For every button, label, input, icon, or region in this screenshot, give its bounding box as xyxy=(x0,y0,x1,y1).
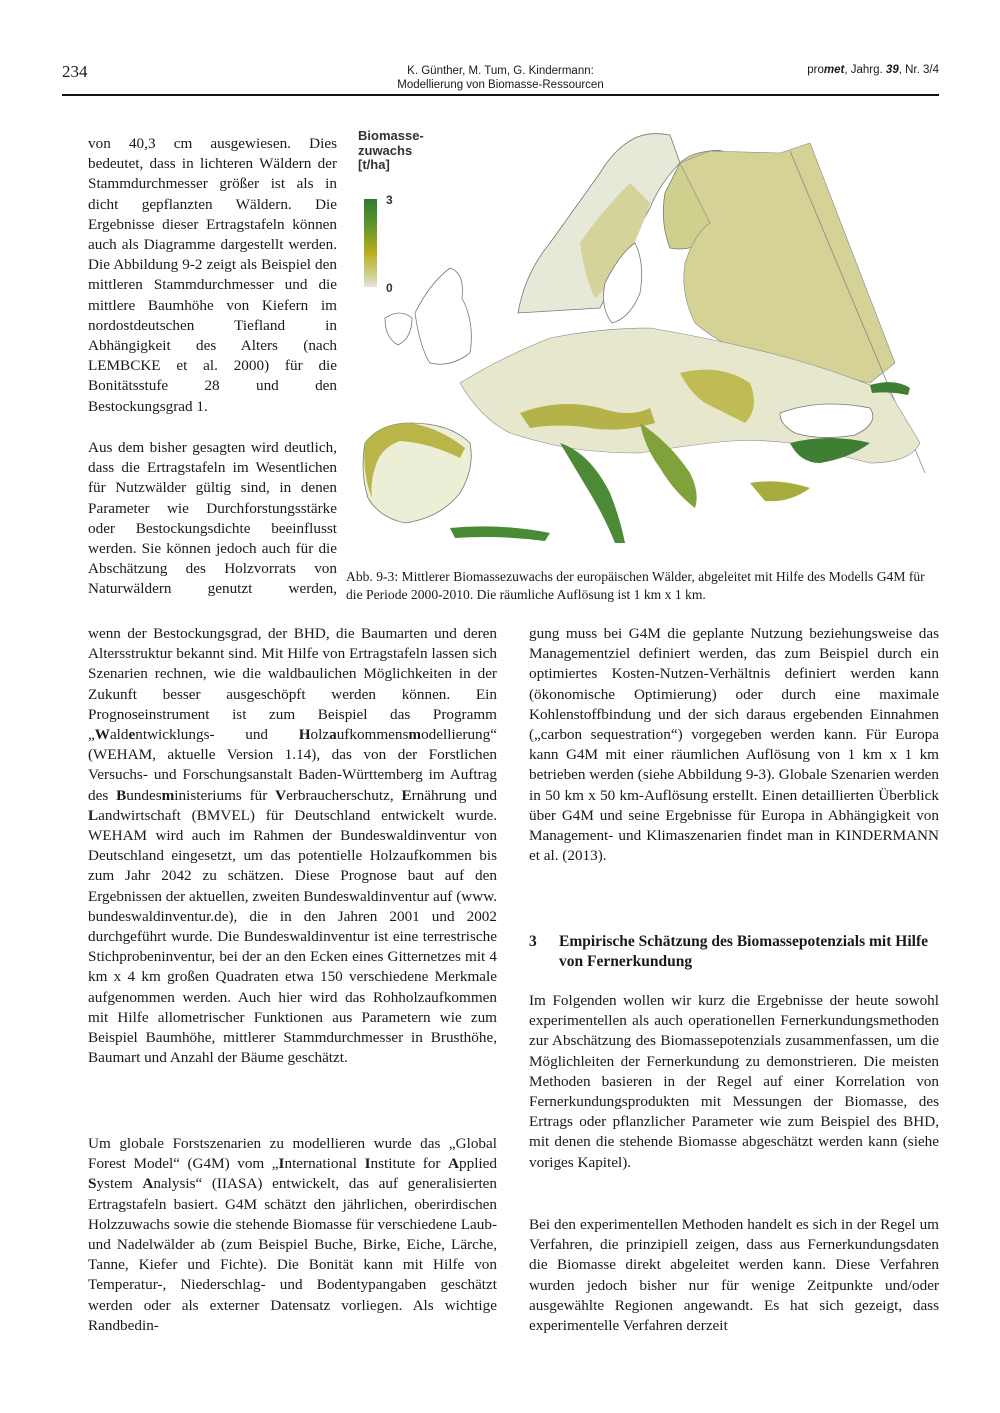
article-title: Modellierung von Biomasse-Ressourcen xyxy=(397,79,604,91)
paragraph-left-2: wenn der Bestockungsgrad, der BHD, die Baumarten und deren Altersstruktur bekannt sind. Mit Hilfe von Ertragstafeln lassen sich Szenarien rechnen, wie die waldbaulichen Möglichkeiten in der Zukunft besser ausgeschöpft werden können. Ein Prognoseinstrument ist zum Beispiel das Programm „Waldentwicklungs- und Holzaufkommensmodellierung“ (WEHAM, aktuelle Version 1.14), das von der Forstlichen Versuchs- und Forschungsanstalt Baden-Württemberg im Auftrag des Bundesministeriums für Verbraucherschutz, Ernährung und Landwirtschaft (BMVEL) für Deutschland entwickelt wurde. WEHAM wird auch im Rahmen der Bundeswaldinventur von Deutschland eingesetzt, um das potentielle Holzaufkommen bis zum Jahr 2042 zu schätzen. Diese Prognose baut auf den Ergebnissen der aktuellen, zweiten Bundeswaldinventur auf (www. bundeswaldinventur.de), die in den Jahren 2001 und 2002 durchgeführt wurde. Die Bundeswaldinventur ist eine terrestrische Stichprobeninventur, bei der an den Ecken eines Gitternetzes mit 4 km x 4 km großen Quadraten etwa 150 verschiedene Merkmale aufgenommen werden. Auch hier wird das Rohholzaufkommen mit Hilfe allometrischer Funktionen aus Parametern wie zum Beispiel Baumhöhe, mittlerer Stammdurchmesser in Brusthöhe, Baumart und Anzahl der Bäume geschätzt. xyxy=(88,625,497,1067)
map-legend xyxy=(358,128,424,295)
legend-max-label: 3 xyxy=(386,193,393,207)
section-title: Empirische Schätzung des Biomassepotenzials mit Hilfe von Fernerkundung xyxy=(559,933,928,970)
paragraph-left-1: von 40,3 cm ausgewiesen. Dies bedeutet, dass in lichteren Wäldern der Stammdurchmesser größer ist als in dicht gepflanzten Wäldern. Die Ergebnisse dieser Ertragstafeln können auch als Diagramme dargestellt werden. Die Abbildung 9-2 zeigt als Beispiel den mittleren Stammdurchmesser und die mittlere Baumhöhe von Kiefern im nordostdeutschen Tiefland in Abhängigkeit des Alters (nach LEMBCKE et al. 2000) für die Bonitätsstufe 28 und den Bestockungsgrad 1. xyxy=(88,135,337,415)
paragraph-right-3: Bei den experimentellen Methoden handelt es sich in der Regel um Verfahren, die prinzipiell zeigen, dass aus Fernerkundungsdaten die Biomasse direkt abgeleitet werden kann. Diese Verfahren wurden jedoch bisher nur für wenige Zeitpunkte und/oder ausgewählte Regionen angewandt. Es hat sich gezeigt, dass experimentelle Verfahren derzeit xyxy=(529,1216,939,1335)
journal-info: promet, Jahrg. 39, Nr. 3/4 xyxy=(807,64,939,76)
page-number: 234 xyxy=(62,62,88,81)
journal-brand: met xyxy=(823,64,845,76)
volume: 39 xyxy=(885,64,899,76)
legend-title-line2: zuwachs xyxy=(358,142,413,158)
legend-title-line3: [t/ha] xyxy=(358,157,390,172)
figure-caption: Abb. 9-3: Mittlerer Biomassezuwachs der europäischen Wälder, abgeleitet mit Hilfe des Modells G4M für die Periode 2000-2010. Die räumliche Auflösung ist 1 km x 1 km. xyxy=(346,569,925,602)
header-divider xyxy=(62,94,939,96)
paragraph-left-2-top: Aus dem bisher gesagten wird deutlich, dass die Ertragstafeln im Wesentlichen für Nutzwälder gültig sind, in denen Parameter wie Durchforstungsstärke oder Bestockungsdichte beeinflusst werden. Sie können jedoch auch für die Abschätzung des Holzvorrats von Naturwäldern genutzt werden, xyxy=(88,439,337,598)
legend-color-bar xyxy=(364,199,377,287)
legend-title-line1: Biomasse- xyxy=(358,128,424,143)
paragraph-right-2: Im Folgenden wollen wir kurz die Ergebnisse der heute sowohl experimentellen als auch operationellen Fernerkundungsmethoden zur Abschätzung des Biomassepotenzials zusammenfassen, um die Möglichleiten der Fernerkundung zu demonstrieren. Die meisten Methoden basieren in der Regel auf einer Korrelation von Fernerkundungsprodukten mit Messungen der Biomasse, des Ertrags oder pflanzlicher Parameter wie zum Beispiel des BHD, mit denen die stehende Biomasse abgeschätzt werden kann (siehe voriges Kapitel). xyxy=(529,992,939,1171)
paragraph-right-1: gung muss bei G4M die geplante Nutzung beziehungsweise das Managementziel definiert werden, das zum Beispiel durch ein optimiertes Kosten-Nutzen-Verhältnis definiert werden kann (ökonomische Optimierung) oder durch eine maximale Kohlenstoffbindung und der sich daraus ergebenden Einnahmen („carbon sequestration“) vorgegeben werden kann. Für Europa kann G4M mit einer räumlichen Auflösung von 1 km x 1 km betrieben werden (siehe Abbildung 9-3). Globale Szenarien werden in 50 km x 50 km-Auflösung erstellt. Einen detaillierten Überblick über G4M und seine Ergebnisse für Europa in Abhängigkeit von Management- und Klimaszenarien findet man in KINDERMANN et al. (2013). xyxy=(529,625,939,865)
page-header xyxy=(62,62,939,94)
figure-europe-biomass-map xyxy=(350,123,942,563)
authors: K. Günther, M. Tum, G. Kindermann: xyxy=(407,65,594,77)
section-number: 3 xyxy=(529,933,537,950)
paragraph-left-3: Um globale Forstszenarien zu modellieren wurde das „Global Forest Model“ (G4M) vom „International Institute for Applied System Analysis“ (IIASA) entwickelt, das auf generalisierten Ertragstafeln basiert. G4M schätzt den jährlichen, oberirdischen Holzzuwachs sowie die stehende Biomasse für verschiedene Laub- und Nadelwälder ab (zum Beispiel Buche, Birke, Eiche, Lärche, Tanne, Kiefer und Fichte). Die Bonität kann mit Hilfe von Temperatur-, Niederschlag- und Bodentypangaben geschätzt werden oder als externer Datensatz vorliegen. Als wichtige Randbedin- xyxy=(88,1135,497,1334)
europe-map xyxy=(350,123,942,563)
legend-min-label: 0 xyxy=(386,281,393,295)
